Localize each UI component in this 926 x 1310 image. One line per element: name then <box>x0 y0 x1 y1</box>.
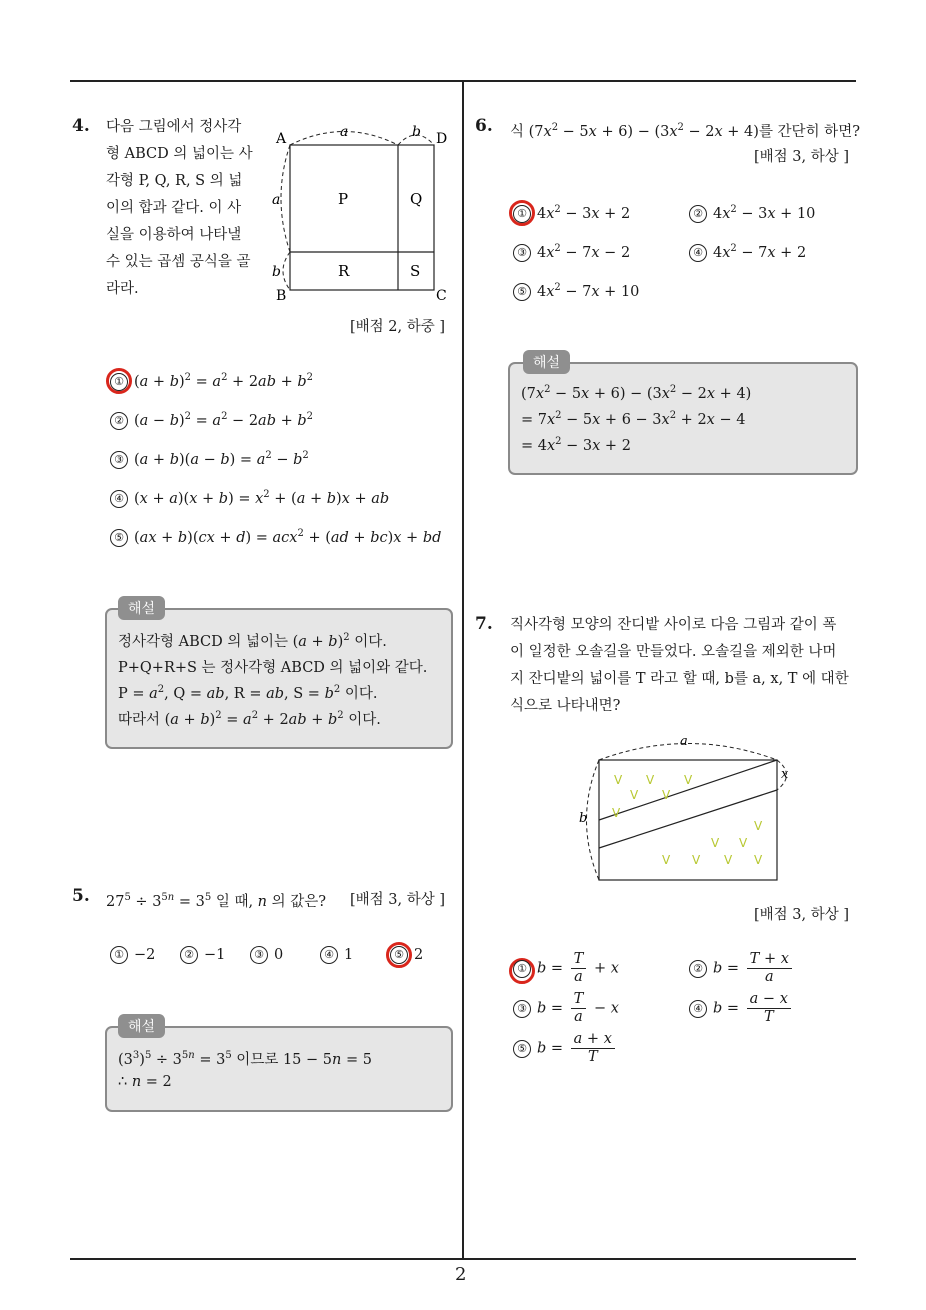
q4-text-line: 라라. <box>106 281 139 297</box>
bottom-rule <box>70 1258 856 1260</box>
q4-option-1[interactable]: ① $(a + b)^2 = a^2 + 2ab + b^2$ <box>110 372 313 391</box>
q6-solution-tag: 해설 <box>523 350 570 374</box>
grass-mark: V <box>662 788 671 802</box>
fig-label-a-top: a <box>340 124 349 140</box>
option-mark: ② <box>180 946 198 964</box>
column-divider <box>462 81 464 1259</box>
option-mark: ① <box>110 373 128 391</box>
grass-mark: V <box>711 836 720 850</box>
q5-score: [배점 3, 하상 ] <box>350 892 446 908</box>
q7-option-5[interactable]: ⑤ b = $\frac{a + x}{T}$ <box>513 1031 618 1066</box>
q6-solution-line: $(7x^2 - 5x + 6) - (3x^2 - 2x + 4)$ <box>521 384 752 402</box>
q5-option-1[interactable] <box>110 946 155 964</box>
q6-option-4[interactable]: ④ $4x^2 - 7x + 2$ <box>689 243 806 262</box>
fig-label-a: a <box>680 734 688 749</box>
q5-solution-tag: 해설 <box>118 1014 165 1038</box>
q4-solution-line: $P = a^2$, Q = ab, R = ab, $S = b^2$ 이다. <box>118 684 378 702</box>
q6-option-5[interactable]: ⑤ $4x^2 - 7x + 10$ <box>513 282 639 301</box>
q4-number: 4. <box>72 116 90 136</box>
q6-solution-line: = $7x^2 - 5x + 6 - 3x^2 + 2x - 4$ <box>521 410 746 428</box>
q4-square-figure <box>268 120 458 310</box>
q5-option-2[interactable] <box>180 946 225 964</box>
option-mark: ③ <box>513 1000 531 1018</box>
q7-text-line: 지 잔디밭의 넓이를 T 라고 할 때, b를 a, x, T 에 대한 <box>510 671 849 687</box>
q6-option-3[interactable]: ③ $4x^2 - 7x - 2$ <box>513 243 630 262</box>
grass-mark: V <box>662 853 671 867</box>
fig-label-D: D <box>436 131 448 147</box>
q4-solution-line: 따라서 $(a + b)^2 = a^2 + 2ab + b^2$ 이다. <box>118 710 381 728</box>
option-mark: ④ <box>689 1000 707 1018</box>
q6-option-2[interactable]: ② $4x^2 - 3x + 10$ <box>689 204 815 223</box>
q4-text-line: 수 있는 곱셈 공식을 골 <box>106 254 251 270</box>
fig-label-P: P <box>338 190 349 208</box>
grass-mark: V <box>612 806 621 820</box>
option-mark: ② <box>689 205 707 223</box>
option-mark: ④ <box>320 946 338 964</box>
q4-solution-tag: 해설 <box>118 596 165 620</box>
q5-solution-line: ∴ n = 2 <box>118 1074 172 1090</box>
option-mark: ⑤ <box>110 529 128 547</box>
grass-mark: V <box>739 836 748 850</box>
q5-number: 5. <box>72 886 90 906</box>
fig-label-b-left: b <box>272 264 281 280</box>
q6-solution-line: = $4x^2 - 3x + 2$ <box>521 436 631 454</box>
option-mark: ② <box>689 960 707 978</box>
grass-mark: V <box>684 773 693 787</box>
option-mark: ④ <box>689 244 707 262</box>
q4-text-line: 다음 그림에서 정사각 <box>106 119 242 135</box>
q4-text-line: 실을 이용하여 나타낼 <box>106 227 242 243</box>
fig-label-A: A <box>276 131 287 147</box>
q6-question-text: 식 $(7x^2 - 5x + 6) - (3x^2 - 2x + 4)$를 간단히 하면? <box>510 122 860 140</box>
grass-mark: V <box>754 853 763 867</box>
q7-option-2[interactable]: ② b = $\frac{T + x}{a}$ <box>689 951 795 986</box>
option-mark: ⑤ <box>513 1040 531 1058</box>
q4-score: [배점 2, 하중 ] <box>350 319 446 335</box>
q7-text-line: 직사각형 모양의 잔디밭 사이로 다음 그림과 같이 폭 <box>510 617 837 633</box>
q4-option-5[interactable]: ⑤ (ax + b)(cx + d) = acx$^2$ + (ad + bc)x + bd <box>110 528 441 547</box>
q4-option-4[interactable]: ④ $(x + a)(x + b) = x^2 + (a + b)x$ + ab <box>110 489 389 508</box>
q4-option-2[interactable]: ② $(a - b)^2 = a^2 - 2ab + b^2$ <box>110 411 313 430</box>
option-mark: ③ <box>110 451 128 469</box>
grass-mark: V <box>614 773 623 787</box>
q7-option-1[interactable]: ① b = $\frac{T}{a}$ + x <box>513 951 619 986</box>
q5-option-4[interactable] <box>320 946 353 964</box>
q4-solution-line: P+Q+R+S 는 정사각형 ABCD 의 넓이와 같다. <box>118 660 428 676</box>
grass-marks <box>612 773 763 867</box>
q7-option-4[interactable]: ④ b = $\frac{a - x}{T}$ <box>689 991 794 1026</box>
grass-mark: V <box>692 853 701 867</box>
option-mark: ② <box>110 412 128 430</box>
option-mark: ① <box>110 946 128 964</box>
q5-option-value: 2 <box>414 947 424 963</box>
option-mark: ⑤ <box>390 946 408 964</box>
option-mark: ③ <box>250 946 268 964</box>
q4-text-line: 각형 P, Q, R, S 의 넓 <box>106 173 243 189</box>
q5-solution-line: $(3^3)^5 \div 3^{5n} = 3^5$ 이므로 15 − 5n = 5 <box>118 1050 372 1068</box>
q5-solution-box <box>105 1026 453 1112</box>
fig-label-S: S <box>410 262 421 280</box>
q5-option-5[interactable] <box>390 946 423 964</box>
q4-text-line: 이의 합과 같다. 이 사 <box>106 200 242 216</box>
q7-lawn-figure <box>574 732 796 884</box>
q7-text-line: 식으로 나타내면? <box>510 698 621 714</box>
q6-number: 6. <box>475 116 493 136</box>
q5-option-value: −1 <box>204 947 226 963</box>
grass-mark: V <box>724 853 733 867</box>
grass-mark: V <box>646 773 655 787</box>
option-mark: ① <box>513 205 531 223</box>
fig-label-a-left: a <box>272 192 281 208</box>
fig-label-b: b <box>579 811 588 826</box>
q5-question-text: $27^5 \div 3^{5n} = 3^5$ 일 때, n 의 값은? <box>106 892 327 910</box>
fig-label-Q: Q <box>410 190 423 208</box>
option-mark: ③ <box>513 244 531 262</box>
fig-label-C: C <box>436 288 447 304</box>
q7-question-text <box>510 612 860 720</box>
option-mark: ④ <box>110 490 128 508</box>
q5-option-value: 0 <box>274 947 284 963</box>
fig-label-x: x <box>781 767 789 782</box>
q5-option-value: 1 <box>344 947 354 963</box>
fig-label-B: B <box>276 288 287 304</box>
q5-option-value: −2 <box>134 947 156 963</box>
q7-text-line: 이 일정한 오솔길을 만들었다. 오솔길을 제외한 나머 <box>510 644 837 660</box>
q6-score: [배점 3, 하상 ] <box>754 149 850 165</box>
q4-question-text <box>106 114 266 303</box>
fig-label-R: R <box>338 262 350 280</box>
q4-solution-line: 정사각형 ABCD 의 넓이는 $(a + b)^2$ 이다. <box>118 632 387 650</box>
q6-option-1[interactable]: ① $4x^2 - 3x + 2$ <box>513 204 630 223</box>
option-mark: ① <box>513 960 531 978</box>
q7-number: 7. <box>475 614 493 634</box>
page-number: 2 <box>455 1264 467 1285</box>
grass-mark: V <box>754 819 763 833</box>
q5-option-3[interactable] <box>250 946 283 964</box>
option-mark: ⑤ <box>513 283 531 301</box>
q4-option-3[interactable]: ③ $(a + b)(a - b) = a^2 - b^2$ <box>110 450 309 469</box>
q4-text-line: 형 ABCD 의 넓이는 사 <box>106 146 253 162</box>
q7-score: [배점 3, 하상 ] <box>754 907 850 923</box>
fig-label-b-top: b <box>412 124 421 140</box>
q7-option-3[interactable]: ③ b = $\frac{T}{a}$ − x <box>513 991 619 1026</box>
grass-mark: V <box>630 788 639 802</box>
